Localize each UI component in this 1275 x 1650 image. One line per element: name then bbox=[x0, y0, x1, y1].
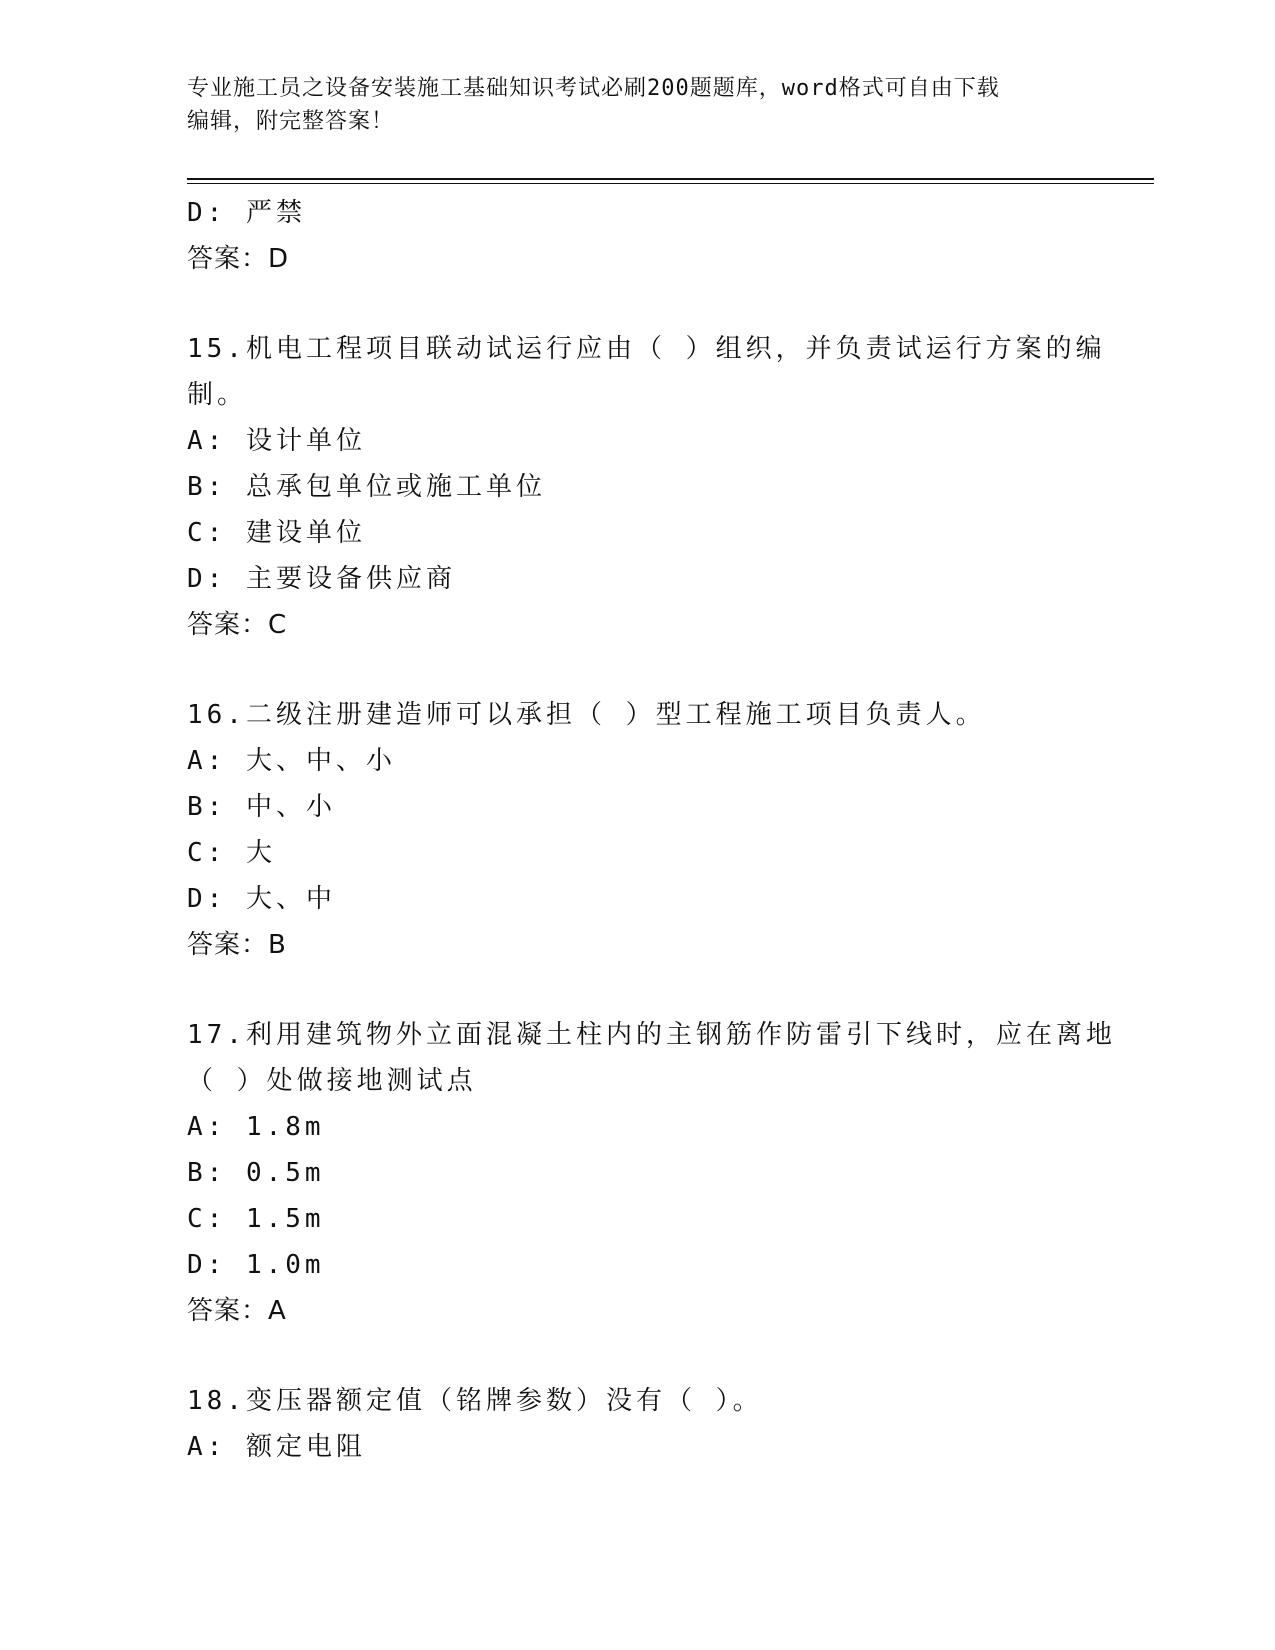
question-list bbox=[187, 190, 1116, 1470]
header-title-line-2: 编辑，附完整答案！ bbox=[187, 109, 395, 134]
answer-line: 答案：B bbox=[187, 930, 287, 960]
option-a: A: 额定电阻 bbox=[187, 1432, 366, 1462]
answer-line: 答案：D bbox=[187, 244, 290, 274]
header-rule-thin bbox=[187, 183, 1154, 184]
document-header bbox=[187, 72, 1087, 138]
option-a: A: 1.8m bbox=[187, 1112, 325, 1142]
header-rule-thick bbox=[187, 178, 1154, 180]
question-16 bbox=[187, 692, 1087, 968]
option-d: D: 大、中 bbox=[187, 884, 336, 914]
question-stem-line: 15.机电工程项目联动试运行应由（ ）组织，并负责试运行方案的编 bbox=[187, 334, 1106, 364]
question-stem-line: 17.利用建筑物外立面混凝土柱内的主钢筋作防雷引下线时，应在离地 bbox=[187, 1020, 1116, 1050]
question-stem-line: （ ）处做接地测试点 bbox=[187, 1066, 477, 1096]
header-title-line-1: 专业施工员之设备安装施工基础知识考试必刷200题题库，word格式可自由下载 bbox=[187, 76, 1000, 101]
option-c: C: 建设单位 bbox=[187, 518, 366, 548]
option-b: B: 中、小 bbox=[187, 792, 336, 822]
spacer bbox=[187, 968, 1087, 1012]
question-stem-line: 制。 bbox=[187, 380, 248, 410]
spacer bbox=[187, 282, 1087, 326]
option-a: A: 设计单位 bbox=[187, 426, 366, 456]
option-b: B: 总承包单位或施工单位 bbox=[187, 472, 546, 502]
answer-line: 答案：C bbox=[187, 610, 288, 640]
option-c: C: 1.5m bbox=[187, 1204, 325, 1234]
option-b: B: 0.5m bbox=[187, 1158, 325, 1188]
question-stem-line: 16.二级注册建造师可以承担（ ）型工程施工项目负责人。 bbox=[187, 700, 986, 730]
question-17 bbox=[187, 1012, 1116, 1334]
option-d: D: 1.0m bbox=[187, 1250, 325, 1280]
question-stem-line: 18.变压器额定值（铭牌参数）没有（ ）。 bbox=[187, 1386, 763, 1416]
spacer bbox=[187, 648, 1087, 692]
question-15 bbox=[187, 326, 1106, 648]
question-18 bbox=[187, 1378, 1087, 1470]
option-d: D: 严禁 bbox=[187, 198, 306, 228]
answer-line: 答案：A bbox=[187, 1296, 287, 1326]
question-fragment-14 bbox=[187, 190, 1087, 282]
option-d: D: 主要设备供应商 bbox=[187, 564, 456, 594]
option-a: A: 大、中、小 bbox=[187, 746, 396, 776]
spacer bbox=[187, 1334, 1087, 1378]
option-c: C: 大 bbox=[187, 838, 276, 868]
